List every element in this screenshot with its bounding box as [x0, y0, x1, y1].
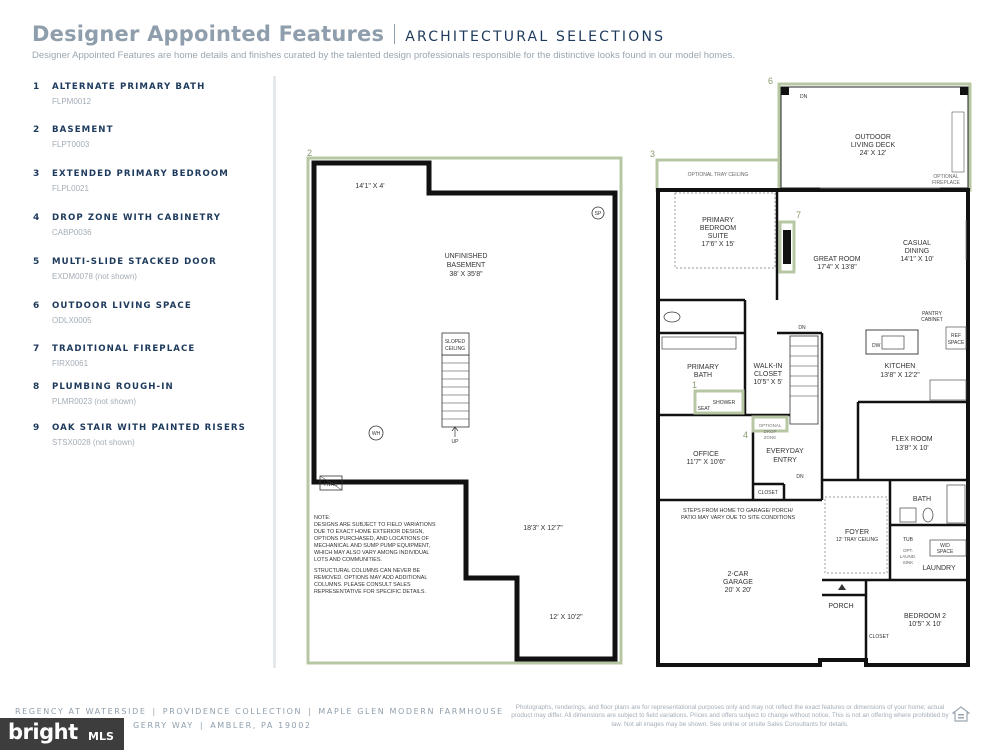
- opt-drop-3: ZONE: [763, 435, 777, 440]
- room-dims-small: 14'1" X 4': [355, 183, 385, 190]
- primary-dims: 17'6" X 15': [701, 241, 735, 248]
- toilet-icon: [664, 312, 680, 322]
- svg-text:COLUMNS. PLEASE CONSULT SALES: COLUMNS. PLEASE CONSULT SALES: [314, 582, 411, 588]
- footer-model: MAPLE GLEN MODERN FARMHOUSE: [318, 707, 504, 716]
- feature-name: OAK STAIR WITH PAINTED RISERS: [52, 423, 246, 433]
- shower-label: SHOWER: [712, 400, 736, 406]
- feature-code: FIRX0061: [52, 359, 89, 368]
- svg-text:REMOVED. OPTIONS MAY ADD ADDIT: REMOVED. OPTIONS MAY ADD ADDITIONAL: [314, 575, 428, 581]
- primary-label-1: PRIMARY: [702, 217, 734, 224]
- bath-label: BATH: [912, 496, 932, 503]
- feature-name: ALTERNATE PRIMARY BATH: [52, 82, 206, 92]
- svg-text:WHICH MAY ALSO VARY AMONG INDI: WHICH MAY ALSO VARY AMONG INDIVIDUAL: [314, 550, 430, 556]
- page-title: Designer Appointed Features: [32, 22, 385, 46]
- everyday-label-2: ENTRY: [773, 457, 797, 464]
- callout-3: 3: [650, 149, 656, 159]
- feature-number: 8: [33, 382, 40, 392]
- outdoor-label-2: LIVING DECK: [850, 142, 896, 149]
- fireplace-icon: [783, 230, 791, 264]
- primary-bath-label-2: BATH: [693, 372, 713, 379]
- bright-mls-watermark: [0, 718, 124, 750]
- footer-street: GERRY WAY: [133, 721, 194, 730]
- svg-text:DUE TO EXACT HOME EXTERIOR DES: DUE TO EXACT HOME EXTERIOR DESIGN,: [314, 529, 424, 535]
- garage-label-2: GARAGE: [723, 579, 753, 586]
- feature-number: 5: [33, 257, 40, 267]
- feature-name: PLUMBING ROUGH-IN: [52, 382, 174, 392]
- everyday-label-1: EVERYDAY: [766, 448, 804, 455]
- closet-label-1: CLOSET: [757, 490, 779, 496]
- bedroom2-label: BEDROOM 2: [903, 613, 947, 620]
- range-icon: [930, 380, 966, 400]
- callout-4: 4: [743, 430, 749, 440]
- equal-housing-icon: [952, 706, 970, 722]
- basement-stair: [442, 355, 469, 427]
- sp-label: SP: [594, 211, 602, 217]
- kitchen-island: [866, 330, 918, 354]
- opt-laundry-3: SINK: [902, 560, 914, 565]
- feature-name: DROP ZONE WITH CABINETRY: [52, 213, 222, 223]
- bath-sink-icon: [900, 508, 916, 522]
- main-stair: [790, 336, 818, 424]
- footer-disclaimer: Photographs, renderings, and floor plans are for representational purposes only and may not reflect the exact features or dimensions of your home; actual product may differ. All dimensions are subject to field variations. Prices and offers subject to change without notice. This is not an offering where prohibited by law. Not all images may be shown. See online or onsite Sales Consultants for details.: [511, 704, 949, 728]
- walkin-label-2: CLOSET: [753, 371, 783, 378]
- callout-2: 2: [307, 148, 313, 158]
- entry-arrow-icon: [838, 584, 846, 590]
- pantry-label-1: PANTRY: [922, 311, 942, 317]
- svg-text:OPTIONS PURCHASED, AND LOCATIO: OPTIONS PURCHASED, AND LOCATIONS OF: [314, 536, 429, 542]
- steps-label-1: STEPS FROM HOME TO GARAGE/ PORCH/: [682, 508, 794, 514]
- stair-treads: [442, 363, 469, 419]
- svg-text:STRUCTURAL COLUMNS CAN NEVER B: STRUCTURAL COLUMNS CAN NEVER BE: [314, 568, 421, 574]
- svg-text:NOTE:: NOTE:: [314, 515, 331, 521]
- watermark-suffix: MLS: [88, 730, 114, 743]
- svg-text:DESIGNS ARE SUBJECT TO FIELD V: DESIGNS ARE SUBJECT TO FIELD VARIATIONS: [314, 522, 436, 528]
- feature-code: FLPL0021: [52, 184, 89, 193]
- opt-drop-1: OPTIONAL: [758, 423, 782, 428]
- dw-label: DW: [872, 343, 881, 349]
- foyer-label: FOYER: [844, 529, 870, 536]
- feature-number: 2: [33, 125, 40, 135]
- footer-address: GERRY WAY | AMBLER, PA 19002: [133, 721, 312, 730]
- casual-dims: 14'1" X 10': [900, 256, 934, 263]
- laundry-label: LAUNDRY: [922, 565, 956, 572]
- feature-number: 7: [33, 344, 40, 354]
- ref-label-1: REF: [951, 333, 961, 339]
- sloped-label-1: SLOPED: [444, 339, 466, 345]
- primary-bath-label-1: PRIMARY: [687, 364, 719, 371]
- casual-label-2: DINING: [904, 248, 930, 255]
- basement-dims: 38' X 35'8": [449, 271, 483, 278]
- callout-7: 7: [796, 210, 802, 220]
- footer-collection: PROVIDENCE COLLECTION: [162, 707, 303, 716]
- garage-dims: 20' X 20': [724, 587, 752, 594]
- outdoor-dims: 24' X 12': [859, 150, 887, 157]
- feature-name: OUTDOOR LIVING SPACE: [52, 301, 192, 311]
- outdoor-label-1: OUTDOOR: [855, 134, 891, 141]
- office-dims: 11'7" X 10'6": [686, 459, 726, 466]
- feature-code: FLPM0012: [52, 97, 92, 106]
- feature-number: 3: [33, 169, 40, 179]
- closet-label-2: CLOSET: [868, 634, 890, 640]
- sloped-label-2: CEILING: [444, 346, 466, 352]
- up-label: UP: [451, 439, 459, 445]
- garage-label-1: 2-CAR: [727, 571, 749, 578]
- kitchen-dims: 13'8" X 12'2": [880, 372, 920, 379]
- flex-dims: 13'8" X 10': [895, 445, 929, 452]
- wh-label: WH: [371, 431, 381, 437]
- feature-code: STSX0028 (not shown): [52, 438, 135, 447]
- kitchen-label: KITCHEN: [884, 363, 916, 370]
- walkin-dims: 10'5" X 5': [753, 379, 783, 386]
- wd-label-1: W/D: [940, 543, 950, 549]
- callout-1: 1: [692, 380, 698, 390]
- page-description: Designer Appointed Features are home details and finishes curated by the talented design professionals responsible for the distinctive looks found in our model homes.: [32, 50, 735, 61]
- feature-code: EXDM0078 (not shown): [52, 272, 137, 281]
- dn-label-top: DN: [800, 94, 808, 100]
- primary-label-3: SUITE: [707, 233, 729, 240]
- seat-label: SEAT: [697, 406, 711, 412]
- foyer-sub-label: 12' TRAY CEILING: [835, 537, 879, 543]
- wd-label-2: SPACE: [936, 549, 954, 555]
- basement-plan: [307, 148, 621, 663]
- feature-code: FLPT0003: [52, 140, 90, 149]
- feature-name: TRADITIONAL FIREPLACE: [52, 344, 196, 354]
- watermark-brand: bright: [8, 720, 78, 744]
- opt-drop-2: DROP: [763, 429, 777, 434]
- footer-city: AMBLER, PA 19002: [210, 721, 312, 730]
- dn-entry-label: DN: [796, 474, 804, 480]
- feature-number: 4: [33, 213, 40, 223]
- ref-label-2: SPACE: [947, 340, 965, 346]
- pantry-label-2: CABINET: [921, 317, 943, 323]
- basement-label-1: UNFINISHED: [444, 253, 488, 260]
- room-dims-bottom: 12' X 10'2": [549, 614, 583, 621]
- opt-fireplace-1: OPTIONAL: [933, 174, 959, 180]
- flex-label: FLEX ROOM: [891, 436, 933, 443]
- dn-stair-label: DN: [798, 325, 806, 331]
- walkin-label-1: WALK-IN: [753, 363, 783, 370]
- opt-fireplace-2: FIREPLACE: [932, 180, 960, 186]
- opt-laundry-2: LAUND.: [899, 554, 917, 559]
- callout-6: 6: [768, 76, 774, 86]
- bedroom2-dims: 10'5" X 10': [908, 621, 942, 628]
- vanity: [662, 337, 736, 349]
- steps-label-2: PATIO MAY VARY DUE TO SITE CONDITIONS: [680, 515, 796, 521]
- opt-laundry-1: OPT.: [902, 548, 914, 553]
- feature-name: BASEMENT: [52, 125, 114, 135]
- casual-label-1: CASUAL: [902, 240, 932, 247]
- tub-label: TUB: [903, 537, 913, 543]
- basement-label-2: BASEMENT: [446, 262, 486, 269]
- feature-name: EXTENDED PRIMARY BEDROOM: [52, 169, 229, 179]
- great-room-dims: 17'4" X 13'8": [817, 264, 857, 271]
- hvac-label: HVAC: [324, 482, 338, 488]
- svg-text:REPRESENTATIVE FOR SPECIFIC DE: REPRESENTATIVE FOR SPECIFIC DETAILS.: [314, 589, 427, 595]
- feature-number: 6: [33, 301, 40, 311]
- sink-icon: [882, 336, 904, 349]
- feature-code: PLMR0023 (not shown): [52, 397, 137, 406]
- optional-tray-label: OPTIONAL TRAY CEILING: [687, 172, 749, 178]
- svg-text:LOTS AND COMMUNITIES.: LOTS AND COMMUNITIES.: [314, 557, 382, 563]
- feature-number: 1: [33, 82, 40, 92]
- primary-label-2: BEDROOM: [699, 225, 737, 232]
- main-floor-plan: [650, 76, 970, 665]
- great-room-label: GREAT ROOM: [813, 256, 861, 263]
- office-label: OFFICE: [693, 451, 719, 458]
- feature-code: CABP0036: [52, 228, 92, 237]
- feature-number: 9: [33, 423, 40, 433]
- page-subtitle: ARCHITECTURAL SELECTIONS: [405, 29, 666, 45]
- feature-name: MULTI-SLIDE STACKED DOOR: [52, 257, 217, 267]
- bathtub-icon: [947, 485, 965, 523]
- svg-text:MECHANICAL AND SUMP PUMP EQUIP: MECHANICAL AND SUMP PUMP EQUIPMENT,: [314, 543, 431, 549]
- feature-code: ODLX0005: [52, 316, 92, 325]
- toilet-icon-2: [923, 508, 933, 522]
- porch-label: PORCH: [828, 603, 854, 610]
- room-dims-lower: 18'3" X 12'7": [523, 525, 563, 532]
- basement-note: [314, 515, 436, 595]
- footer-community: REGENCY AT WATERSIDE | PROVIDENCE COLLECTION | MAPLE GLEN MODERN FARMHOUSE: [15, 707, 504, 716]
- footer-community-name: REGENCY AT WATERSIDE: [15, 707, 147, 716]
